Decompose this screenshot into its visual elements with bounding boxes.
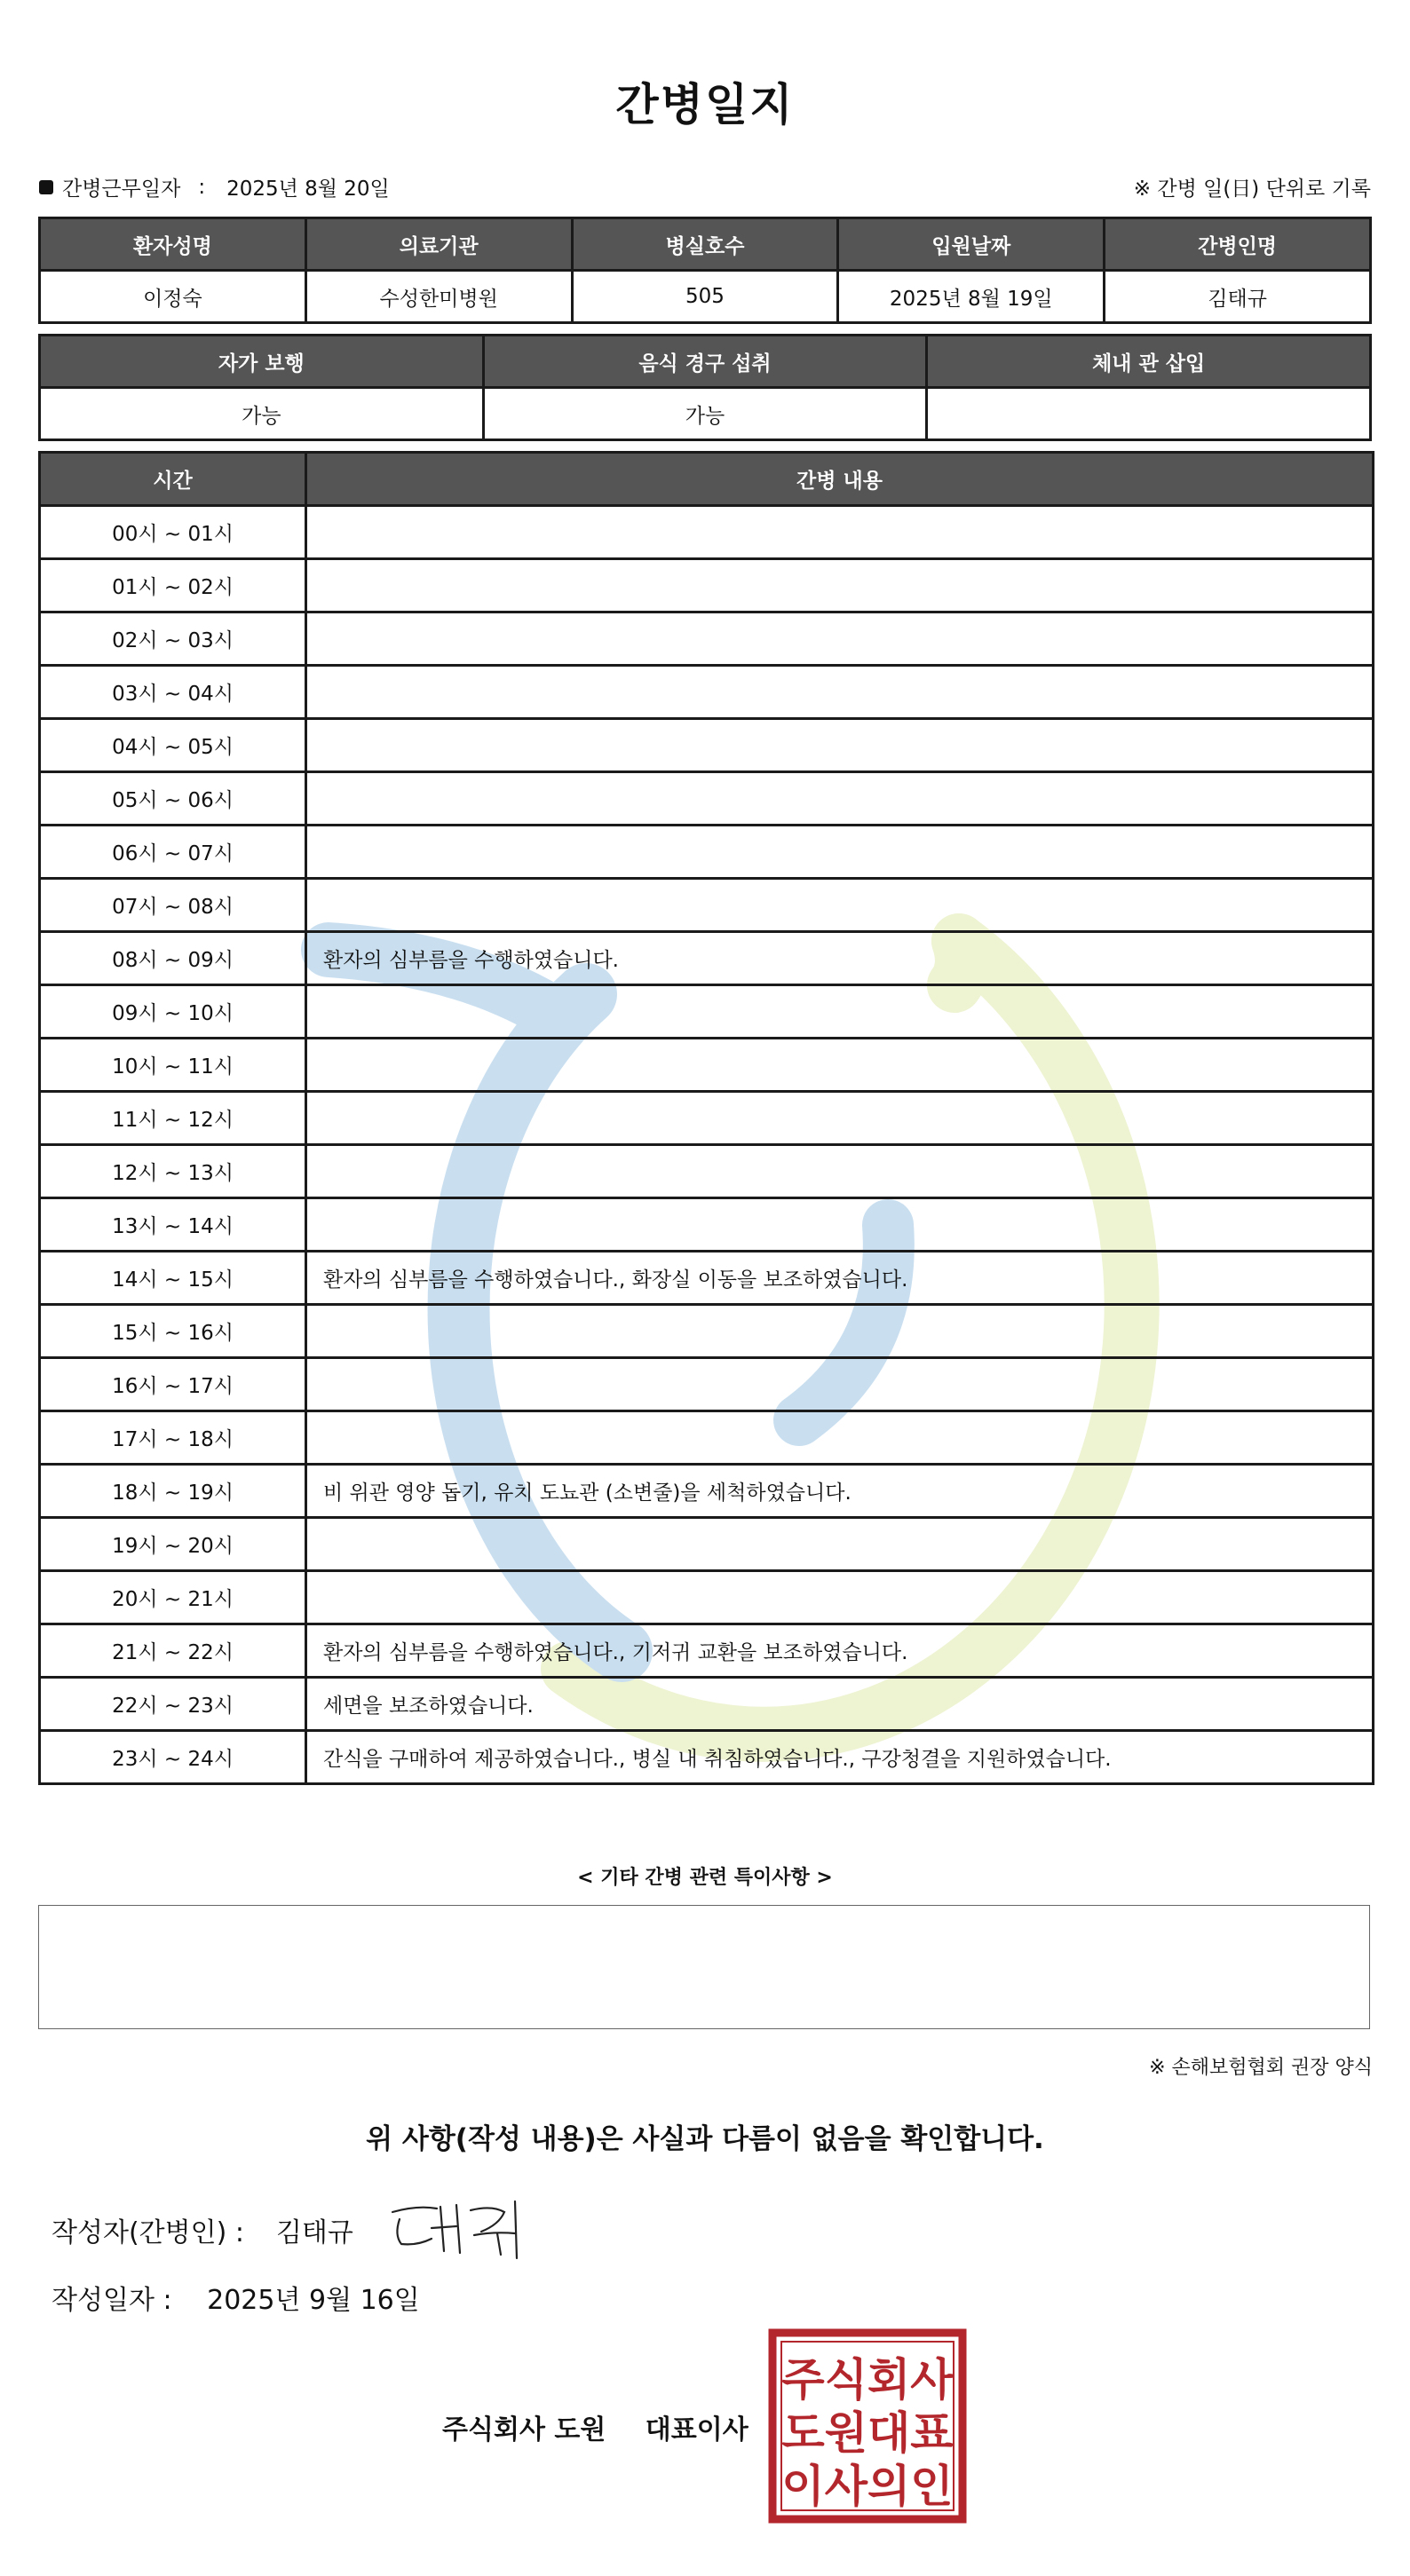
header-care-content: 간병 내용 (306, 453, 1374, 506)
log-time: 18시 ~ 19시 (40, 1465, 306, 1518)
table-row (40, 1465, 1374, 1518)
ability-value-row (40, 388, 1371, 440)
log-content: 비 위관 영양 돕기, 유치 도뇨관 (소변줄)을 세척하였습니다. (306, 1465, 1374, 1518)
table-row (40, 1145, 1374, 1198)
header-tube-insertion: 체내 관 삽입 (927, 336, 1371, 388)
log-time: 21시 ~ 22시 (40, 1624, 306, 1678)
log-time: 02시 ~ 03시 (40, 612, 306, 666)
log-body (40, 506, 1374, 1784)
seal-text-line: 도원대표 (781, 2407, 954, 2459)
table-row (40, 1411, 1374, 1465)
log-time: 17시 ~ 18시 (40, 1411, 306, 1465)
table-row (40, 719, 1374, 772)
log-time: 07시 ~ 08시 (40, 879, 306, 932)
log-time: 08시 ~ 09시 (40, 932, 306, 985)
log-content (306, 879, 1374, 932)
writer-line (51, 2210, 353, 2249)
oral-intake-value: 가능 (483, 388, 927, 440)
bullet-square-icon (39, 180, 53, 194)
log-time: 04시 ~ 05시 (40, 719, 306, 772)
log-content (306, 506, 1374, 559)
patient-info-table (38, 217, 1372, 324)
special-notes-title: < 기타 간병 관련 특이사항 > (577, 1867, 833, 1889)
log-time: 13시 ~ 14시 (40, 1198, 306, 1252)
room-number: 505 (572, 271, 838, 323)
tube-insertion-value (927, 388, 1371, 440)
patient-header-row (40, 218, 1371, 271)
log-content: 세면을 보조하였습니다. (306, 1678, 1374, 1731)
table-row (40, 932, 1374, 985)
table-row (40, 666, 1374, 719)
self-walking-value: 가능 (40, 388, 484, 440)
company-line (442, 2407, 749, 2446)
log-time: 19시 ~ 20시 (40, 1518, 306, 1571)
write-date-label: 작성일자 : (51, 2285, 172, 2316)
log-content (306, 772, 1374, 826)
log-content (306, 1039, 1374, 1092)
confirmation-statement: 위 사항(작성 내용)은 사실과 다름이 없음을 확인합니다. (366, 2123, 1044, 2155)
table-row (40, 1731, 1374, 1784)
log-content (306, 1411, 1374, 1465)
log-time: 15시 ~ 16시 (40, 1305, 306, 1358)
log-content (306, 1305, 1374, 1358)
log-time: 09시 ~ 10시 (40, 985, 306, 1039)
log-time: 23시 ~ 24시 (40, 1731, 306, 1784)
table-row (40, 1571, 1374, 1624)
meta-row (39, 172, 1371, 204)
patient-value-row (40, 271, 1371, 323)
write-date-value: 2025년 9월 16일 (207, 2285, 420, 2316)
table-row (40, 1518, 1374, 1571)
table-row (40, 772, 1374, 826)
table-row (40, 826, 1374, 879)
work-date-label: 간병근무일자 (62, 178, 181, 201)
log-content: 간식을 구매하여 제공하였습니다., 병실 내 취침하였습니다., 구강청결을 지원하였습니다. (306, 1731, 1374, 1784)
handwritten-signature (382, 2193, 542, 2264)
header-hospital: 의료기관 (305, 218, 572, 271)
log-content (306, 1518, 1374, 1571)
log-time: 11시 ~ 12시 (40, 1092, 306, 1145)
ability-header-row (40, 336, 1371, 388)
header-patient-name: 환자성명 (40, 218, 306, 271)
log-time: 20시 ~ 21시 (40, 1571, 306, 1624)
log-content: 환자의 심부름을 수행하였습니다., 화장실 이동을 보조하였습니다. (306, 1252, 1374, 1305)
log-content (306, 985, 1374, 1039)
log-time: 00시 ~ 01시 (40, 506, 306, 559)
document-title: 간병일지 (615, 79, 795, 130)
log-time: 05시 ~ 06시 (40, 772, 306, 826)
table-row (40, 612, 1374, 666)
ability-table (38, 334, 1372, 441)
table-row (40, 879, 1374, 932)
log-time: 12시 ~ 13시 (40, 1145, 306, 1198)
log-content: 환자의 심부름을 수행하였습니다. (306, 932, 1374, 985)
company-seal-stamp (767, 2327, 968, 2525)
work-date-value: 2025년 8월 20일 (226, 178, 390, 201)
company-name: 주식회사 도원 (442, 2414, 606, 2446)
seal-text-line: 이사의인 (781, 2461, 954, 2512)
insurance-note: ※ 손해보험협회 권장 양식 (1149, 2057, 1373, 2079)
table-row (40, 1039, 1374, 1092)
log-content (306, 1198, 1374, 1252)
log-content (306, 1145, 1374, 1198)
header-oral-intake: 음식 경구 섭취 (483, 336, 927, 388)
header-room: 병실호수 (572, 218, 838, 271)
table-row (40, 1678, 1374, 1731)
log-header-row (40, 453, 1374, 506)
log-content (306, 1358, 1374, 1411)
work-date (39, 172, 390, 201)
log-content (306, 666, 1374, 719)
table-row (40, 1252, 1374, 1305)
patient-name: 이정숙 (40, 271, 306, 323)
admission-date: 2025년 8월 19일 (838, 271, 1105, 323)
company-representative: 대표이사 (645, 2414, 749, 2446)
table-row (40, 985, 1374, 1039)
table-row (40, 1198, 1374, 1252)
log-time: 01시 ~ 02시 (40, 559, 306, 612)
log-content (306, 559, 1374, 612)
seal-text-line: 주식회사 (781, 2354, 954, 2406)
table-row (40, 559, 1374, 612)
caregiver-name: 김태규 (1105, 271, 1371, 323)
writer-label: 작성자(간병인) : (51, 2217, 244, 2248)
table-row (40, 1305, 1374, 1358)
log-time: 03시 ~ 04시 (40, 666, 306, 719)
log-content (306, 719, 1374, 772)
log-content (306, 826, 1374, 879)
log-content (306, 1571, 1374, 1624)
hospital-name: 수성한미병원 (305, 271, 572, 323)
work-date-colon: : (198, 175, 206, 199)
unit-note: ※ 간병 일(日) 단위로 기록 (1133, 178, 1371, 201)
care-log-table (38, 451, 1374, 1785)
log-content: 환자의 심부름을 수행하였습니다., 기저귀 교환을 보조하였습니다. (306, 1624, 1374, 1678)
header-time: 시간 (40, 453, 306, 506)
header-self-walking: 자가 보행 (40, 336, 484, 388)
header-caregiver-name: 간병인명 (1105, 218, 1371, 271)
table-row (40, 1358, 1374, 1411)
table-row (40, 1624, 1374, 1678)
writer-name: 김태규 (275, 2217, 353, 2248)
table-row (40, 506, 1374, 559)
special-notes-box (38, 1905, 1370, 2029)
table-row (40, 1092, 1374, 1145)
log-time: 16시 ~ 17시 (40, 1358, 306, 1411)
header-admission-date: 입원날짜 (838, 218, 1105, 271)
log-time: 10시 ~ 11시 (40, 1039, 306, 1092)
log-content (306, 612, 1374, 666)
log-content (306, 1092, 1374, 1145)
log-time: 14시 ~ 15시 (40, 1252, 306, 1305)
log-time: 06시 ~ 07시 (40, 826, 306, 879)
log-time: 22시 ~ 23시 (40, 1678, 306, 1731)
write-date-line (51, 2278, 420, 2317)
